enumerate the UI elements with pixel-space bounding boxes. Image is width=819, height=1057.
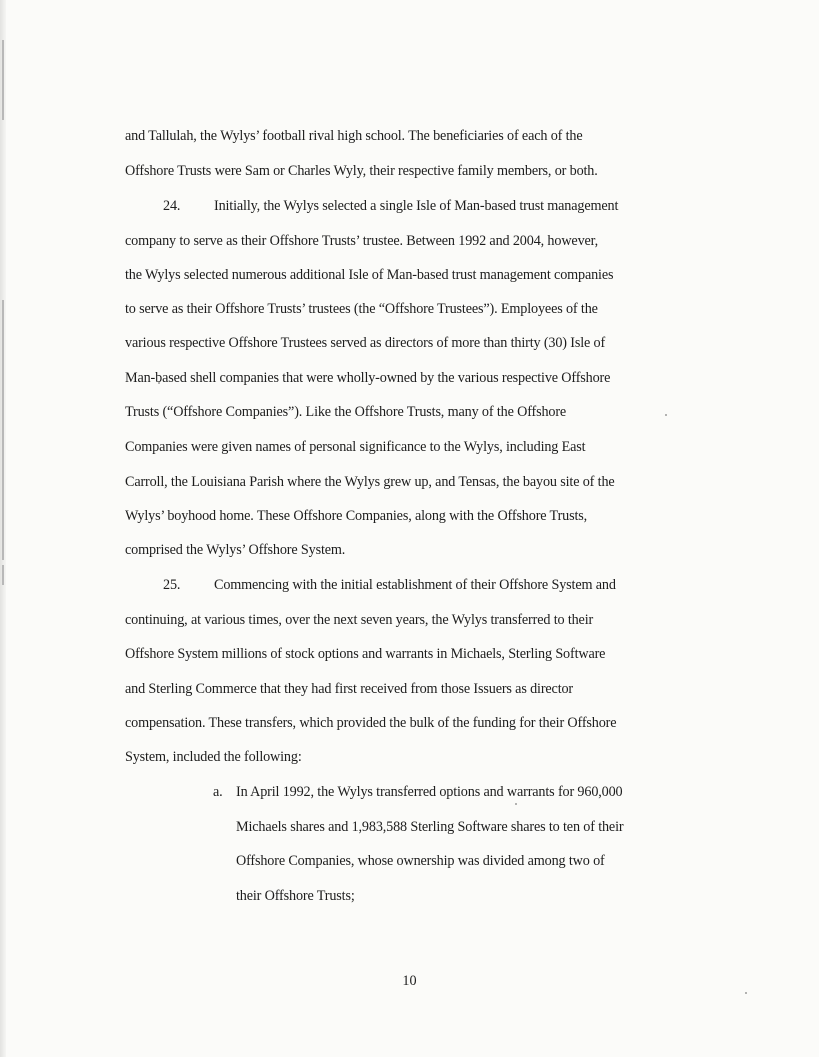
scan-artifact: [2, 40, 4, 120]
text-line: Trusts (“Offshore Companies”). Like the Offshore Trusts, many of the Offshore: [125, 404, 567, 420]
list-item-line: In April 1992, the Wylys transferred options and warrants for 960,000: [236, 784, 623, 800]
list-item-line: Michaels shares and 1,983,588 Sterling Software shares to ten of their: [236, 819, 624, 835]
paragraph-number: 24.: [163, 198, 181, 214]
text-line: to serve as their Offshore Trusts’ trustees (the “Offshore Trustees”). Employees of the: [125, 301, 598, 317]
paragraph-number: 25.: [163, 577, 181, 593]
text-line: Offshore Trusts were Sam or Charles Wyly, their respective family members, or both.: [125, 163, 598, 179]
scan-speck: [745, 992, 747, 994]
list-item-marker: a.: [213, 784, 223, 800]
text-line: Offshore System millions of stock options and warrants in Michaels, Sterling Software: [125, 646, 606, 662]
text-line: company to serve as their Offshore Trusts’ trustee. Between 1992 and 2004, however,: [125, 233, 599, 249]
list-item-line: Offshore Companies, whose ownership was divided among two of: [236, 853, 605, 869]
text-line: compensation. These transfers, which provided the bulk of the funding for their Offshore: [125, 715, 617, 731]
text-line: Man-based shell companies that were wholly-owned by the various respective Offshore: [125, 370, 611, 386]
text-line: and Tallulah, the Wylys’ football rival high school. The beneficiaries of each of the: [125, 128, 583, 144]
scan-artifact: [2, 300, 4, 560]
text-line: comprised the Wylys’ Offshore System.: [125, 542, 346, 558]
text-line: Carroll, the Louisiana Parish where the Wylys grew up, and Tensas, the bayou site of the: [125, 474, 615, 490]
scan-speck: [515, 803, 517, 805]
text-line: various respective Offshore Trustees served as directors of more than thirty (30) Isle of: [125, 335, 606, 351]
scan-artifact: [2, 565, 4, 585]
text-line: the Wylys selected numerous additional Isle of Man-based trust management companies: [125, 267, 614, 283]
list-item-line: their Offshore Trusts;: [236, 888, 355, 904]
text-line: System, included the following:: [125, 749, 302, 765]
text-line: Companies were given names of personal significance to the Wylys, including East: [125, 439, 586, 455]
text-line: Wylys’ boyhood home. These Offshore Companies, along with the Offshore Trusts,: [125, 508, 588, 524]
text-line: continuing, at various times, over the next seven years, the Wylys transferred to their: [125, 612, 594, 628]
page-number: 10: [402, 973, 417, 989]
text-line: and Sterling Commerce that they had first received from those Issuers as director: [125, 681, 574, 697]
paragraph-first-line: Initially, the Wylys selected a single Isle of Man-based trust management: [214, 198, 619, 214]
scan-speck: [665, 414, 667, 416]
paragraph-first-line: Commencing with the initial establishment of their Offshore System and: [214, 577, 616, 593]
